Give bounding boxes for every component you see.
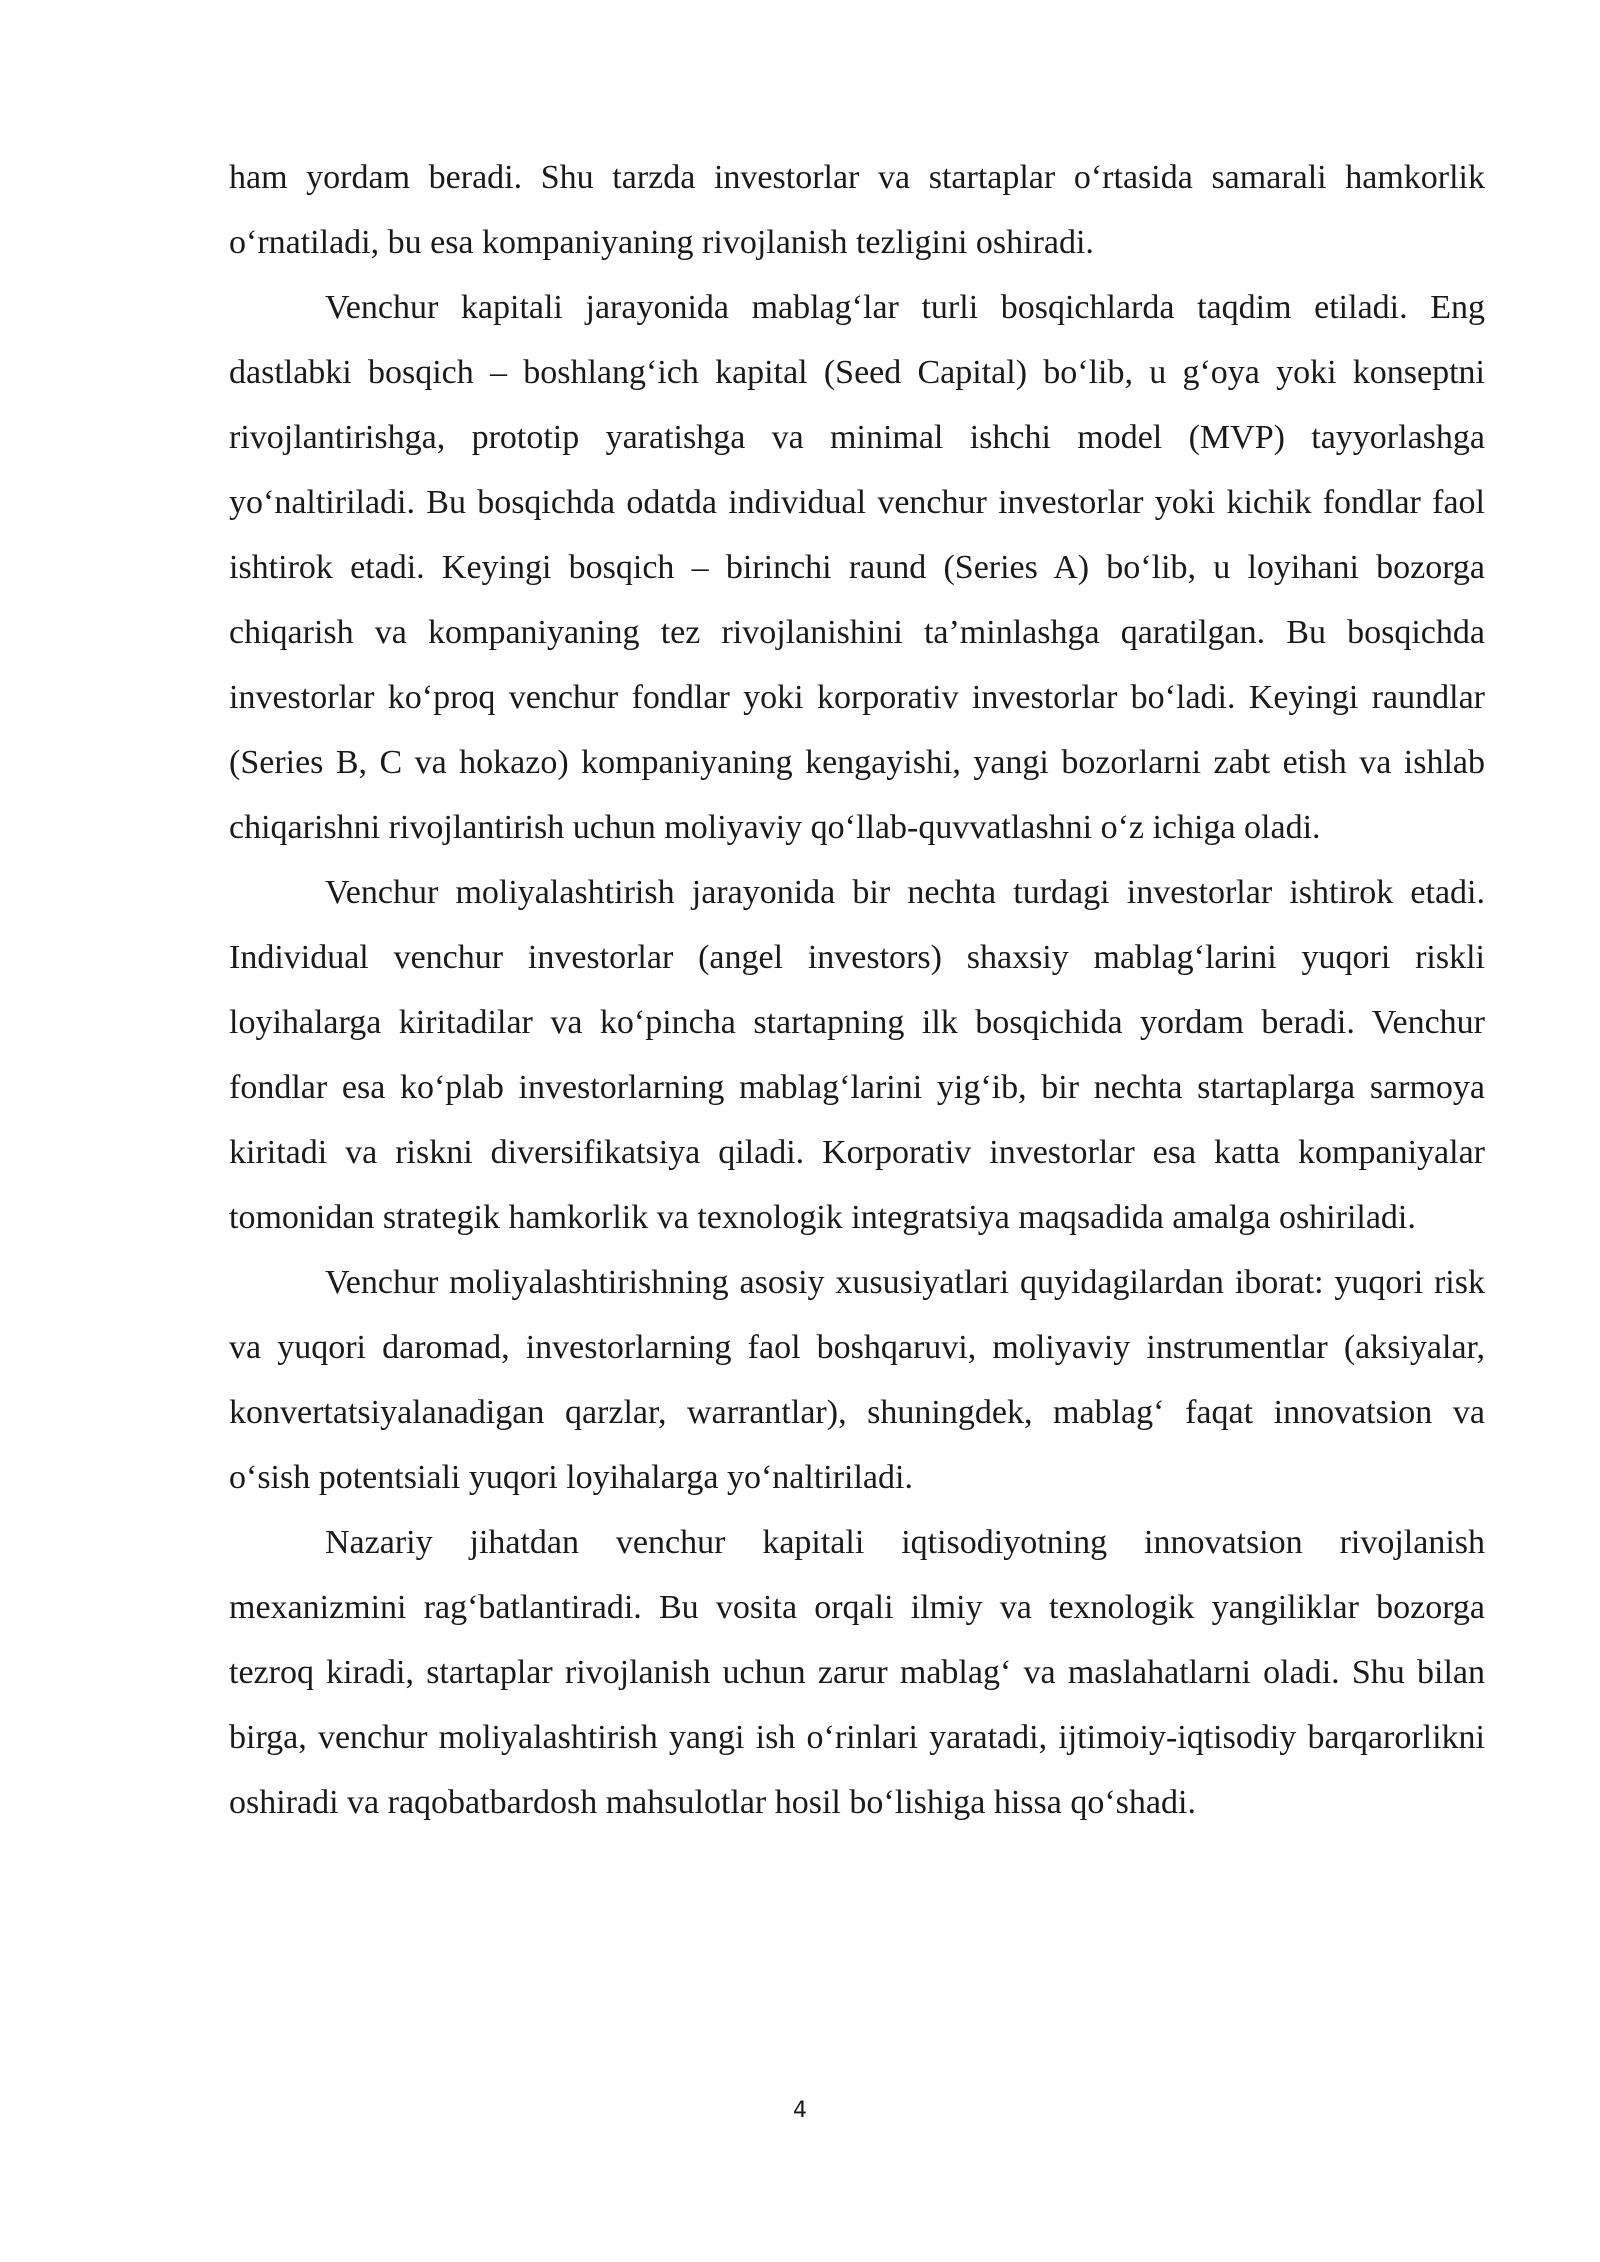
- paragraph-investor-types: Venchur moliyalashtirish jarayonida bir nechta turdagi investorlar ishtirok etadi. Individual venchur investorlar (angel investors) shaxsiy mablag‘larini yuqori riskli loyihalarga kiritadilar va ko‘pincha startapning ilk bosqichida yordam beradi. Venchur fondlar esa ko‘plab investorlarning mablag‘larini yig‘ib, bir nechta startaplarga sarmoya kiritadi va riskni diversifikatsiya qiladi. Korporativ investorlar esa katta kompaniyalar tomonidan strategik hamkorlik va texnologik integratsiya maqsadida amalga oshiriladi.: [229, 874, 1485, 1236]
- page-number: 4: [793, 2098, 807, 2123]
- paragraph-theoretical-role: Nazariy jihatdan venchur kapitali iqtisodiyotning innovatsion rivojlanish mexanizmini rag‘batlantiradi. Bu vosita orqali ilmiy va texnologik yangiliklar bozorga tezroq kiradi, startaplar rivojlanish uchun zarur mablag‘ va maslahatlarni oladi. Shu bilan birga, venchur moliyalashtirish yangi ish o‘rinlari yaratadi, ijtimoiy-iqtisodiy barqarorlikni oshiradi va raqobatbardosh mahsulotlar hosil bo‘lishiga hissa qo‘shadi.: [229, 1524, 1485, 1821]
- paragraph-funding-stages: Venchur kapitali jarayonida mablag‘lar turli bosqichlarda taqdim etiladi. Eng dastlabki bosqich – boshlang‘ich kapital (Seed Capital) bo‘lib, u g‘oya yoki konseptni rivojlantirishga, prototip yaratishga va minimal ishchi model (MVP) tayyorlashga yo‘naltiriladi. Bu bosqichda odatda individual venchur investorlar yoki kichik fondlar faol ishtirok etadi. Keyingi bosqich – birinchi raund (Series A) bo‘lib, u loyihani bozorga chiqarish va kompaniyaning tez rivojlanishini ta’minlashga qaratilgan. Bu bosqichda investorlar ko‘proq venchur fondlar yoki korporativ investorlar bo‘ladi. Keyingi raundlar (Series B, C va hokazo) kompaniyaning kengayishi, yangi bozorlarni zabt etish va ishlab chiqarishni rivojlantirish uchun moliyaviy qo‘llab-quvvatlashni o‘z ichiga oladi.: [229, 289, 1485, 846]
- paragraph-key-features: Venchur moliyalashtirishning asosiy xususiyatlari quyidagilardan iborat: yuqori risk va yuqori daromad, investorlarning faol boshqaruvi, moliyaviy instrumentlar (aksiyalar, konvertatsiyalanadigan qarzlar, warrantlar), shuningdek, mablag‘ faqat innovatsion va o‘sish potentsiali yuqori loyihalarga yo‘naltiriladi.: [229, 1264, 1485, 1496]
- paragraph-continuation: ham yordam beradi. Shu tarzda investorlar va startaplar o‘rtasida samarali hamkorlik o‘rnatiladi, bu esa kompaniyaning rivojlanish tezligini oshiradi.: [229, 159, 1485, 261]
- document-body: [229, 145, 1485, 1835]
